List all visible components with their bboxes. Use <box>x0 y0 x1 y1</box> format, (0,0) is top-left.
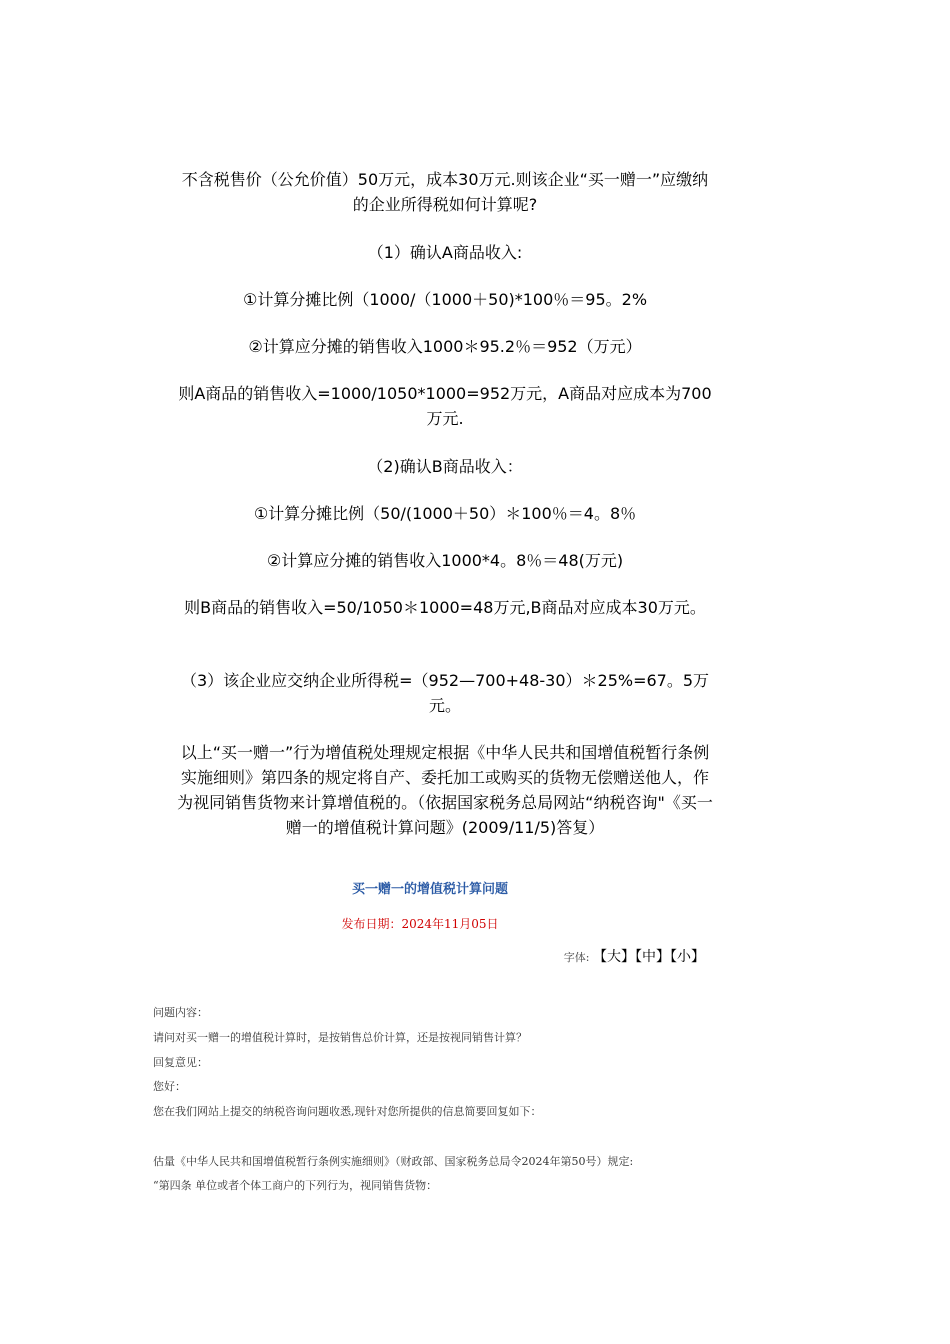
reply-greeting: 您好： <box>153 1080 186 1093</box>
paragraph-income-tax: （3）该企业应交纳企业所得税=（952—700+48-30）＊25%=67。5万元。 <box>180 671 710 715</box>
paragraph-a-ratio: ①计算分摊比例（1000/（1000＋50)*100％＝95。2% <box>242 290 648 309</box>
font-size-medium-button[interactable]: 【中】 <box>635 949 670 965</box>
paragraph-b-conclusion: 则B商品的销售收入=50/1050＊1000=48万元,B商品对应成本30万元。 <box>184 598 706 617</box>
font-size-small-button[interactable]: 【小】 <box>670 949 705 965</box>
paragraph-problem-statement: 不含税售价（公允价值）50万元，成本30万元.则该企业“买一赠一”应缴纳的企业所得税如何计算呢? <box>181 170 709 214</box>
question-label: 问题内容： <box>153 1006 208 1019</box>
reply-article-four: “第四条 单位或者个体工商户的下列行为，视同销售货物： <box>153 1179 438 1192</box>
paragraph-section-2-heading: （2)确认B商品收入： <box>367 457 523 476</box>
font-size-selector <box>564 946 705 966</box>
paragraph-section-1-heading: （1）确认A商品收入: <box>367 243 523 262</box>
reply-intro: 您在我们网站上提交的纳税咨询问题收悉,现针对您所提供的信息简要回复如下： <box>153 1105 542 1118</box>
question-text: 请问对买一赠一的增值税计算时，是按销售总价计算，还是按视同销售计算？ <box>153 1031 527 1044</box>
paragraph-b-ratio: ①计算分摊比例（50/(1000＋50）＊100％＝4。8％ <box>253 504 637 523</box>
publish-date: 发布日期：2024年11月05日 <box>341 917 499 931</box>
font-size-large-button[interactable]: 【大】 <box>593 949 635 965</box>
reply-label: 回复意见： <box>153 1056 208 1069</box>
article-title-link[interactable]: 买一赠一的增值税计算问题 <box>351 882 508 897</box>
paragraph-a-conclusion: 则A商品的销售收入=1000/1050*1000=952万元，A商品对应成本为700万元. <box>178 384 712 428</box>
paragraph-vat-basis: 以上“买一赠一”行为增值税处理规定根据《中华人民共和国增值税暂行条例实施细则》第四条的规定将自产、委托加工或购买的货物无偿赠送他人，作为视同销售货物来计算增值税的。（依据国家税务总局网站“纳税咨询"《买一赠一的增值税计算问题》(2009/11/5)答复） <box>177 743 713 837</box>
font-size-label: 字体: <box>563 951 590 964</box>
paragraph-b-revenue-calc: ②计算应分摊的销售收入1000*4。8％＝48(万元) <box>266 551 624 570</box>
paragraph-a-revenue-calc: ②计算应分摊的销售收入1000＊95.2％＝952（万元） <box>248 337 642 356</box>
reply-regulation-citation: 估量《中华人民共和国增值税暂行条例实施细则》（财政部、国家税务总局令2024年第50号）规定: <box>153 1155 634 1168</box>
